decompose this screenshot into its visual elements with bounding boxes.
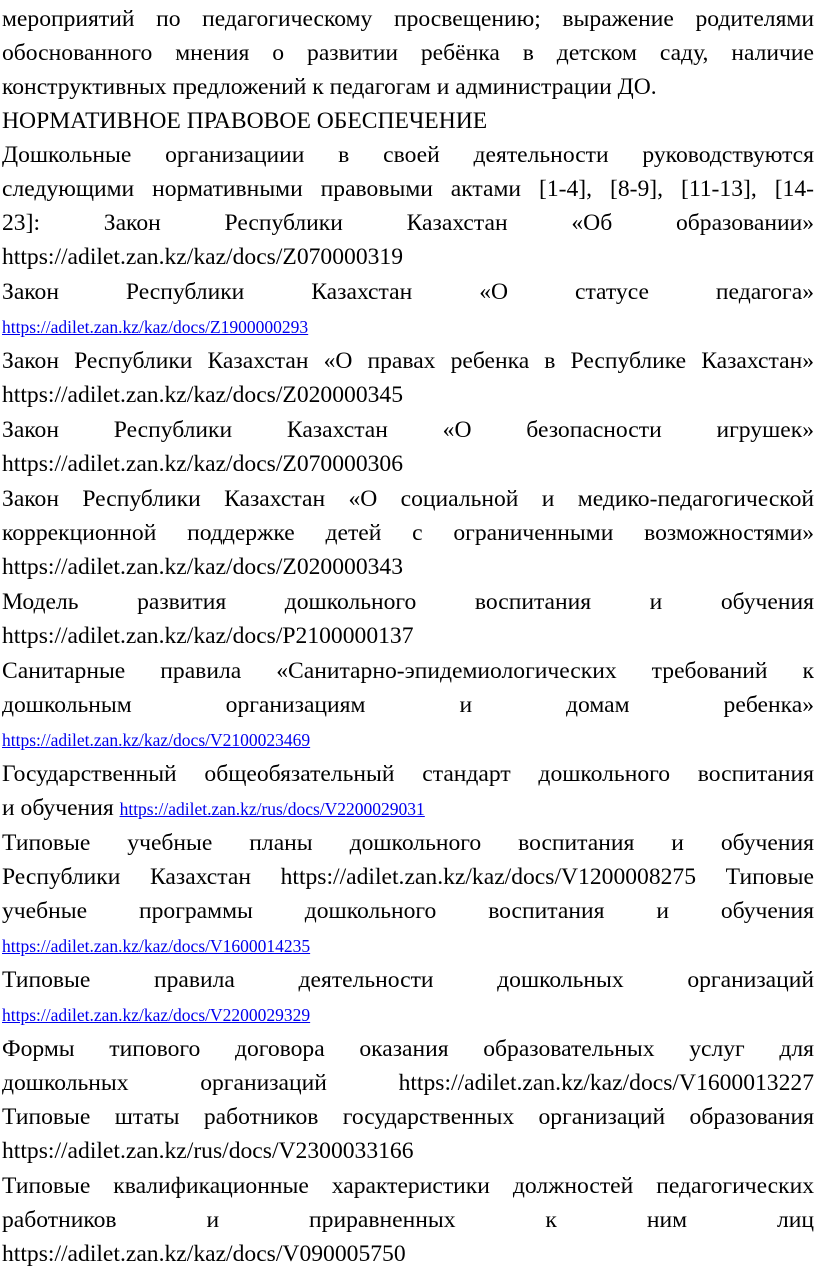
text-line: Санитарные правила «Санитарно-эпидемиологических требований к [2, 658, 814, 684]
hyperlink[interactable]: https://adilet.zan.kz/rus/docs/V2200029031 [119, 799, 425, 819]
url-text: https://adilet.zan.kz/kaz/docs/Z070000306 [2, 451, 404, 477]
url-text: https://adilet.zan.kz/kaz/docs/Z020000345 [2, 382, 404, 408]
text-line: учебные программы дошкольного воспитания и обучения [2, 898, 814, 924]
text-line: Модель развития дошкольного воспитания и обучения [2, 589, 814, 615]
text-line: обоснованного мнения о развитии ребёнка в детском саду, наличие [2, 40, 814, 66]
hyperlink-line [2, 722, 814, 756]
text-line: мероприятий по педагогическому просвещению; выражение родителями [2, 6, 814, 32]
hyperlink[interactable]: https://adilet.zan.kz/kaz/docs/Z1900000293 [2, 317, 309, 337]
hyperlink[interactable]: https://adilet.zan.kz/kaz/docs/V1600014235 [2, 936, 311, 956]
text-line: Формы типового договора оказания образовательных услуг для [2, 1036, 814, 1062]
text-line: Закон Республики Казахстан «О социальной и медико-педагогической [2, 486, 814, 512]
section-heading: НОРМАТИВНОЕ ПРАВОВОЕ ОБЕСПЕЧЕНИЕ [2, 108, 488, 134]
text-line: Типовые правила деятельности дошкольных организаций [2, 967, 814, 993]
hyperlink-line [2, 309, 814, 343]
hyperlink-line [2, 997, 814, 1031]
hyperlink-line [2, 928, 814, 962]
text-line: конструктивных предложений к педагогам и администрации ДО. [2, 74, 657, 100]
text-line: коррекционной поддержке детей с ограниченными возможностями» [2, 520, 814, 546]
text-fragment: и обучения [2, 795, 120, 821]
text-line: Типовые штаты работников государственных организаций образования [2, 1104, 814, 1130]
text-line: Закон Республики Казахстан «О статусе педагога» [2, 279, 814, 305]
url-text: https://adilet.zan.kz/kaz/docs/V090005750 [2, 1241, 406, 1267]
text-line: Типовые учебные планы дошкольного воспитания и обучения [2, 830, 814, 856]
text-line: Государственный общеобязательный стандарт дошкольного воспитания [2, 761, 814, 787]
url-text: https://adilet.zan.kz/kaz/docs/Z070000319 [2, 244, 404, 270]
text-line: следующими нормативными правовыми актами [1-4], [8-9], [11-13], [14- [2, 176, 814, 202]
text-line: Республики Казахстан https://adilet.zan.kz/kaz/docs/V1200008275 Типовые [2, 864, 814, 890]
text-line: Закон Республики Казахстан «О правах ребенка в Республике Казахстан» [2, 348, 814, 374]
text-line: дошкольных организаций https://adilet.zan.kz/kaz/docs/V1600013227 [2, 1070, 814, 1096]
url-text: https://adilet.zan.kz/kaz/docs/P2100000137 [2, 623, 414, 649]
hyperlink[interactable]: https://adilet.zan.kz/kaz/docs/V2100023469 [2, 730, 311, 750]
text-line: дошкольным организациям и домам ребенка» [2, 692, 814, 718]
url-text: https://adilet.zan.kz/rus/docs/V2300033166 [2, 1138, 414, 1164]
text-line: Закон Республики Казахстан «О безопасности игрушек» [2, 417, 814, 443]
url-text: https://adilet.zan.kz/kaz/docs/Z020000343 [2, 554, 404, 580]
text-line: Типовые квалификационные характеристики должностей педагогических [2, 1173, 814, 1199]
text-line-with-link [2, 791, 814, 825]
text-line: 23]: Закон Республики Казахстан «Об образовании» [2, 210, 814, 236]
text-line: Дошкольные организациии в своей деятельности руководствуются [2, 142, 814, 168]
hyperlink[interactable]: https://adilet.zan.kz/kaz/docs/V2200029329 [2, 1005, 311, 1025]
text-line: работников и приравненных к ним лиц [2, 1207, 814, 1233]
